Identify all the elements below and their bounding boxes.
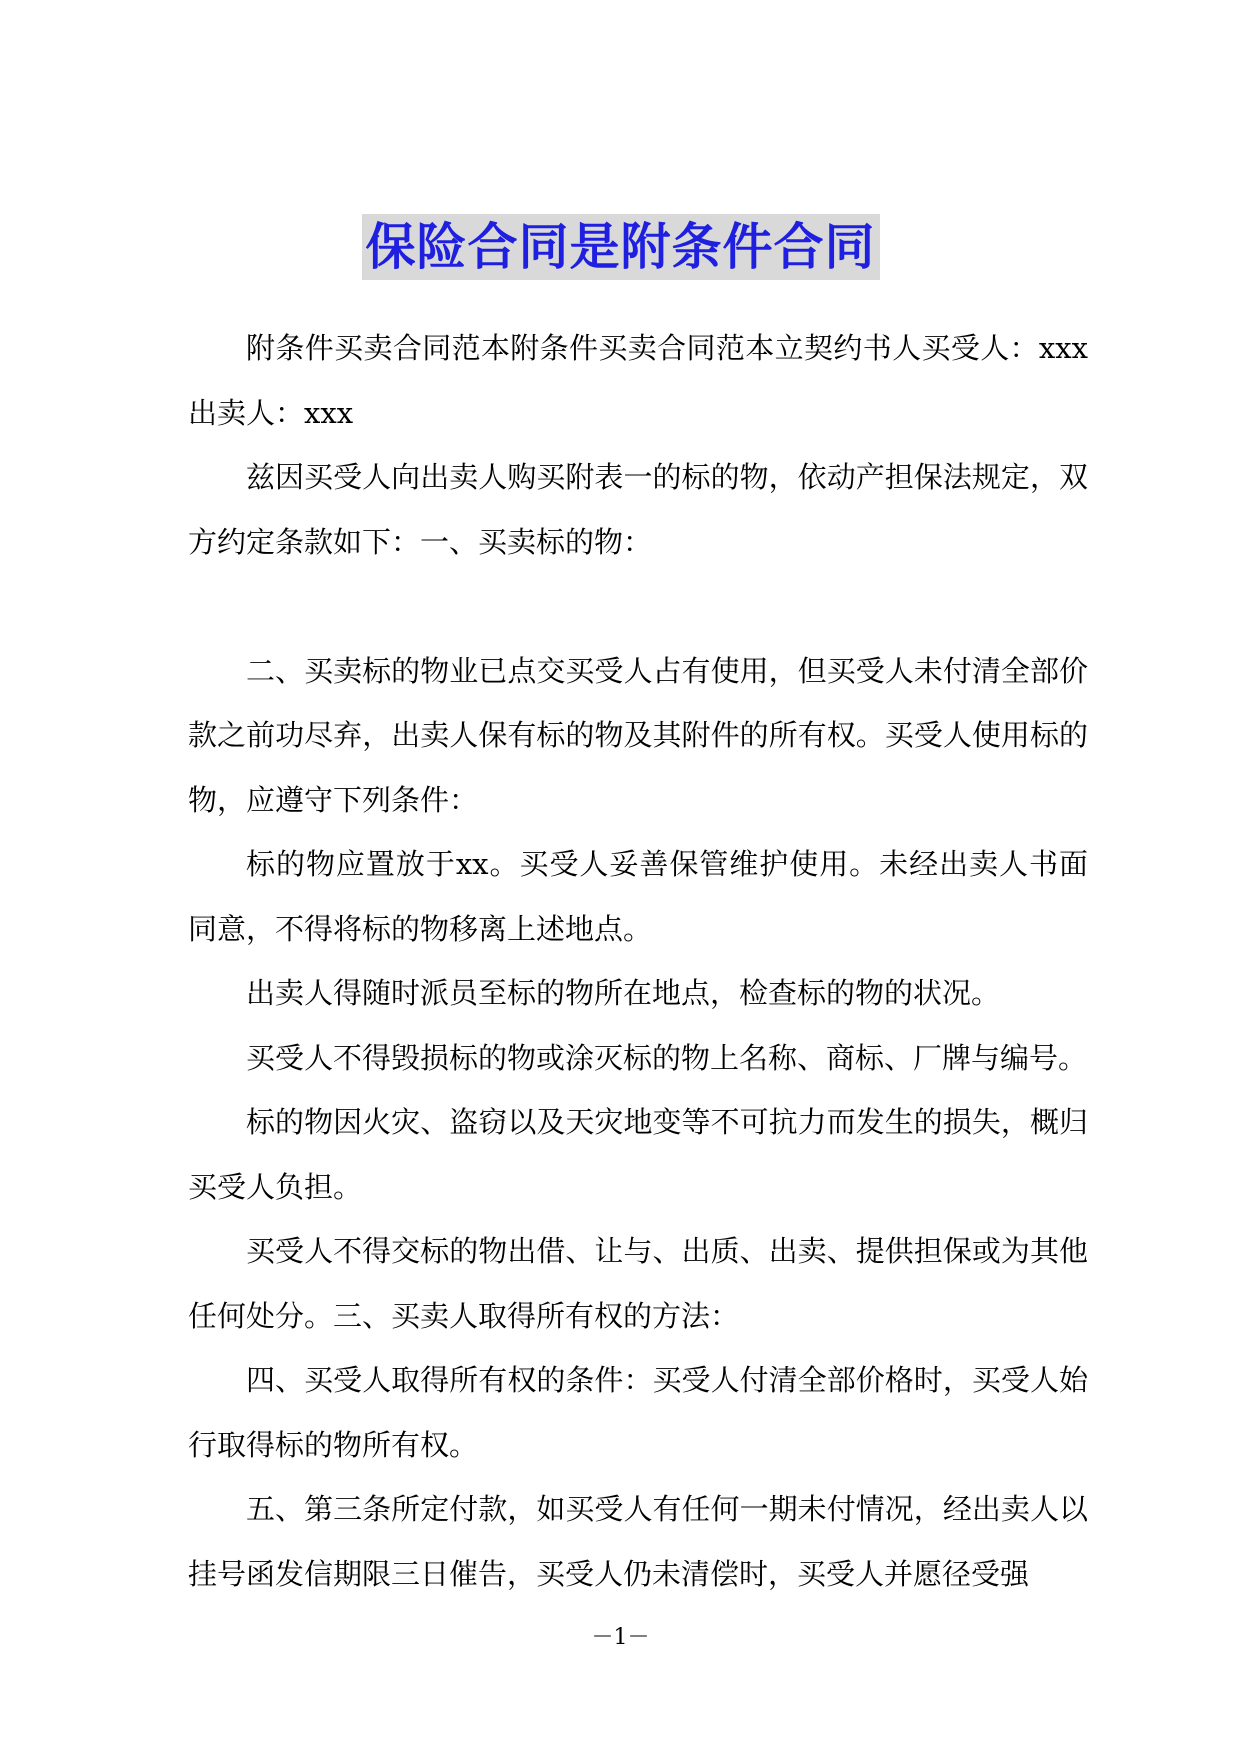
paragraph: 二、买卖标的物业已点交买受人占有使用，但买受人未付清全部价款之前功尽弃，出卖人保有标的物及其附件的所有权。买受人使用标的物，应遵守下列条件： [188, 653, 1088, 817]
paragraph: 四、买受人取得所有权的条件：买受人付清全部价格时，买受人始行取得标的物所有权。 [188, 1363, 1088, 1462]
paragraph: 标的物应置放于xx。买受人妥善保管维护使用。未经出卖人书面同意，不得将标的物移离上述地点。 [188, 847, 1088, 946]
paragraph: 兹因买受人向出卖人购买附表一的标的物，依动产担保法规定，双方约定条款如下：一、买卖标的物： [188, 460, 1088, 559]
document-body [188, 316, 1088, 1606]
paragraph: 标的物因火灾、盗窃以及天灾地变等不可抗力而发生的损失，概归买受人负担。 [188, 1105, 1088, 1204]
paragraph: 五、第三条所定付款，如买受人有任何一期未付情况，经出卖人以挂号函发信期限三日催告，买受人仍未清偿时，买受人并愿径受强 [188, 1492, 1088, 1591]
paragraph: 买受人不得毁损标的物或涂灭标的物上名称、商标、厂牌与编号。 [246, 1040, 1088, 1075]
document-title: 保险合同是附条件合同 [362, 214, 880, 280]
page-number: －1－ [591, 1625, 650, 1650]
blank-line [188, 574, 1088, 639]
paragraph: 附条件买卖合同范本附条件买卖合同范本立契约书人买受人：xxx出卖人：xxx [188, 331, 1088, 430]
title-container [0, 214, 1241, 280]
paragraph: 出卖人得随时派员至标的物所在地点，检查标的物的状况。 [246, 976, 1001, 1010]
paragraph: 买受人不得交标的物出借、让与、出质、出卖、提供担保或为其他任何处分。三、买卖人取得所有权的方法： [188, 1234, 1088, 1333]
